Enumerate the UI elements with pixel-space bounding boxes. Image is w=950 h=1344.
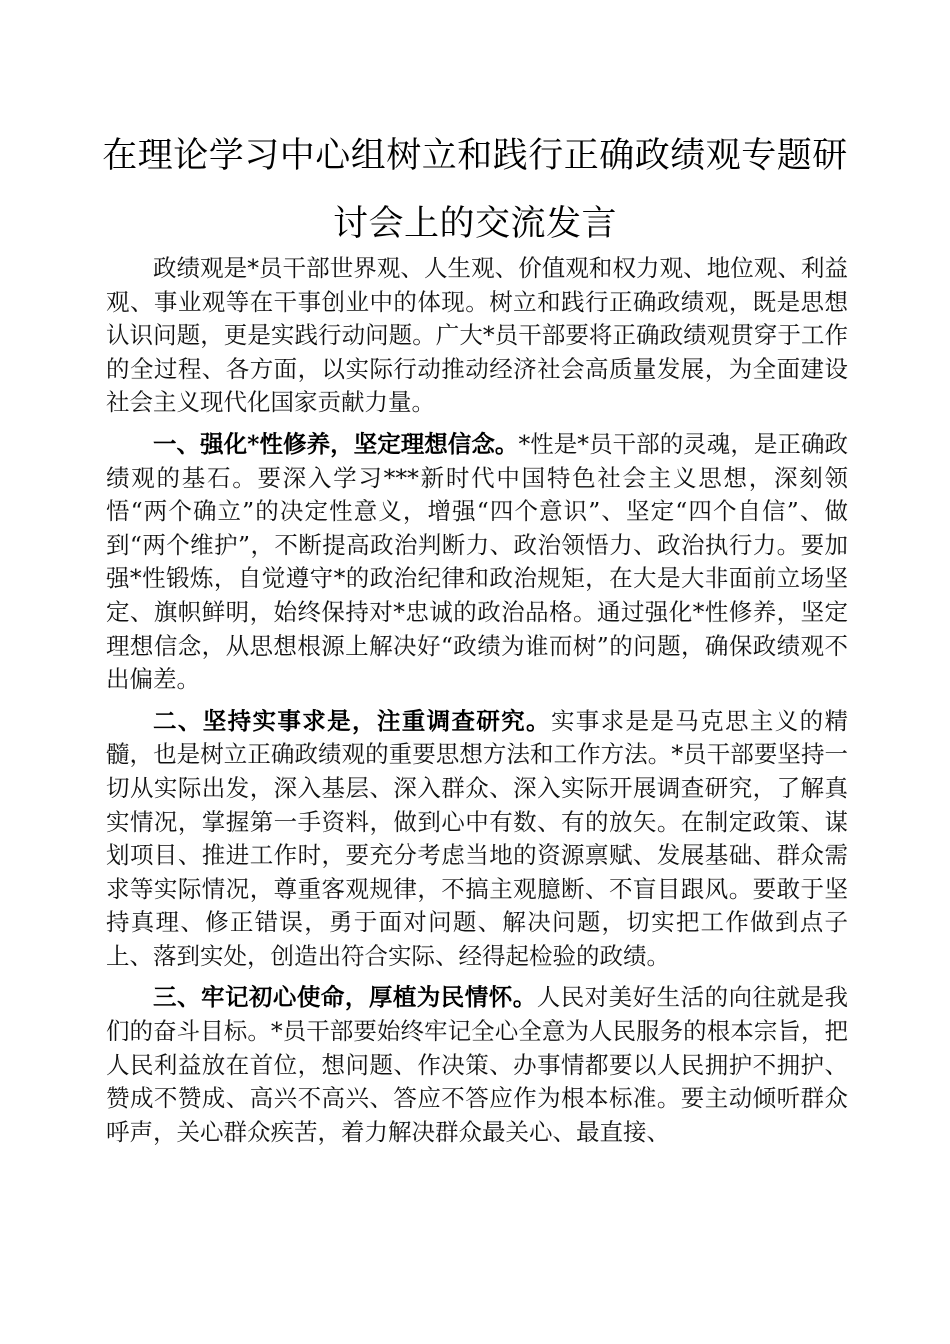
intro-paragraph: 政绩观是*员干部世界观、人生观、价值观和权力观、地位观、利益观、事业观等在干事创业中的体现。树立和践行正确政绩观，既是思想认识问题，更是实践行动问题。广大*员干部要将正确政绩观贯穿于工作的全过程、各方面，以实际行动推动经济社会高质量发展，为全面建设社会主义现代化国家贡献力量。	[106, 254, 848, 417]
section-2-heading: 二、坚持实事求是，注重调查研究。	[153, 706, 551, 735]
section-3-heading: 三、牢记初心使命，厚植为民情怀。	[153, 983, 537, 1012]
section-1-heading: 一、强化*性修养，坚定理想信念。	[153, 429, 519, 458]
section-2-text: 实事求是是马克思主义的精髓，也是树立正确政绩观的重要思想方法和工作方法。*员干部要坚持一切从实际出发，深入基层、深入群众、深入实际开展调查研究，了解真实情况，掌握第一手资料，做到心中有数、有的放矢。在制定政策、谋划项目、推进工作时，要充分考虑当地的资源禀赋、发展基础、群众需求等实际情况，尊重客观规律，不搞主观臆断、不盲目跟风。要敢于坚持真理、修正错误，勇于面对问题、解决问题，切实把工作做到点子上、落到实处，创造出符合实际、经得起检验的政绩。	[106, 706, 849, 970]
section-3-paragraph	[106, 981, 848, 1149]
section-1-paragraph	[106, 428, 848, 697]
document-title-line-1: 在理论学习中心组树立和践行正确政绩观专题研	[102, 136, 848, 176]
section-3-text: 人民对美好生活的向往就是我们的奋斗目标。*员干部要始终牢记全心全意为人民服务的根本宗旨，把人民利益放在首位，想问题、作决策、办事情都要以人民拥护不拥护、赞成不赞成、高兴不高兴、答应不答应作为根本标准。要主动倾听群众呼声，关心群众疾苦，着力解决群众最关心、最直接、	[106, 983, 849, 1146]
document-title-line-2: 讨会上的交流发言	[332, 204, 617, 244]
document-body	[106, 252, 848, 1157]
section-1-text: *性是*员干部的灵魂，是正确政绩观的基石。要深入学习***新时代中国特色社会主义思想，深刻领悟“两个确立”的决定性意义，增强“四个意识”、坚定“四个自信”、做到“两个维护”，不断提高政治判断力、政治领悟力、政治执行力。要加强*性锻炼，自觉遵守*的政治纪律和政治规矩，在大是大非面前立场坚定、旗帜鲜明，始终保持对*忠诚的政治品格。通过强化*性修养，坚定理想信念，从思想根源上解决好“政绩为谁而树”的问题，确保政绩观不出偏差。	[106, 429, 848, 694]
section-2-paragraph	[106, 705, 848, 974]
